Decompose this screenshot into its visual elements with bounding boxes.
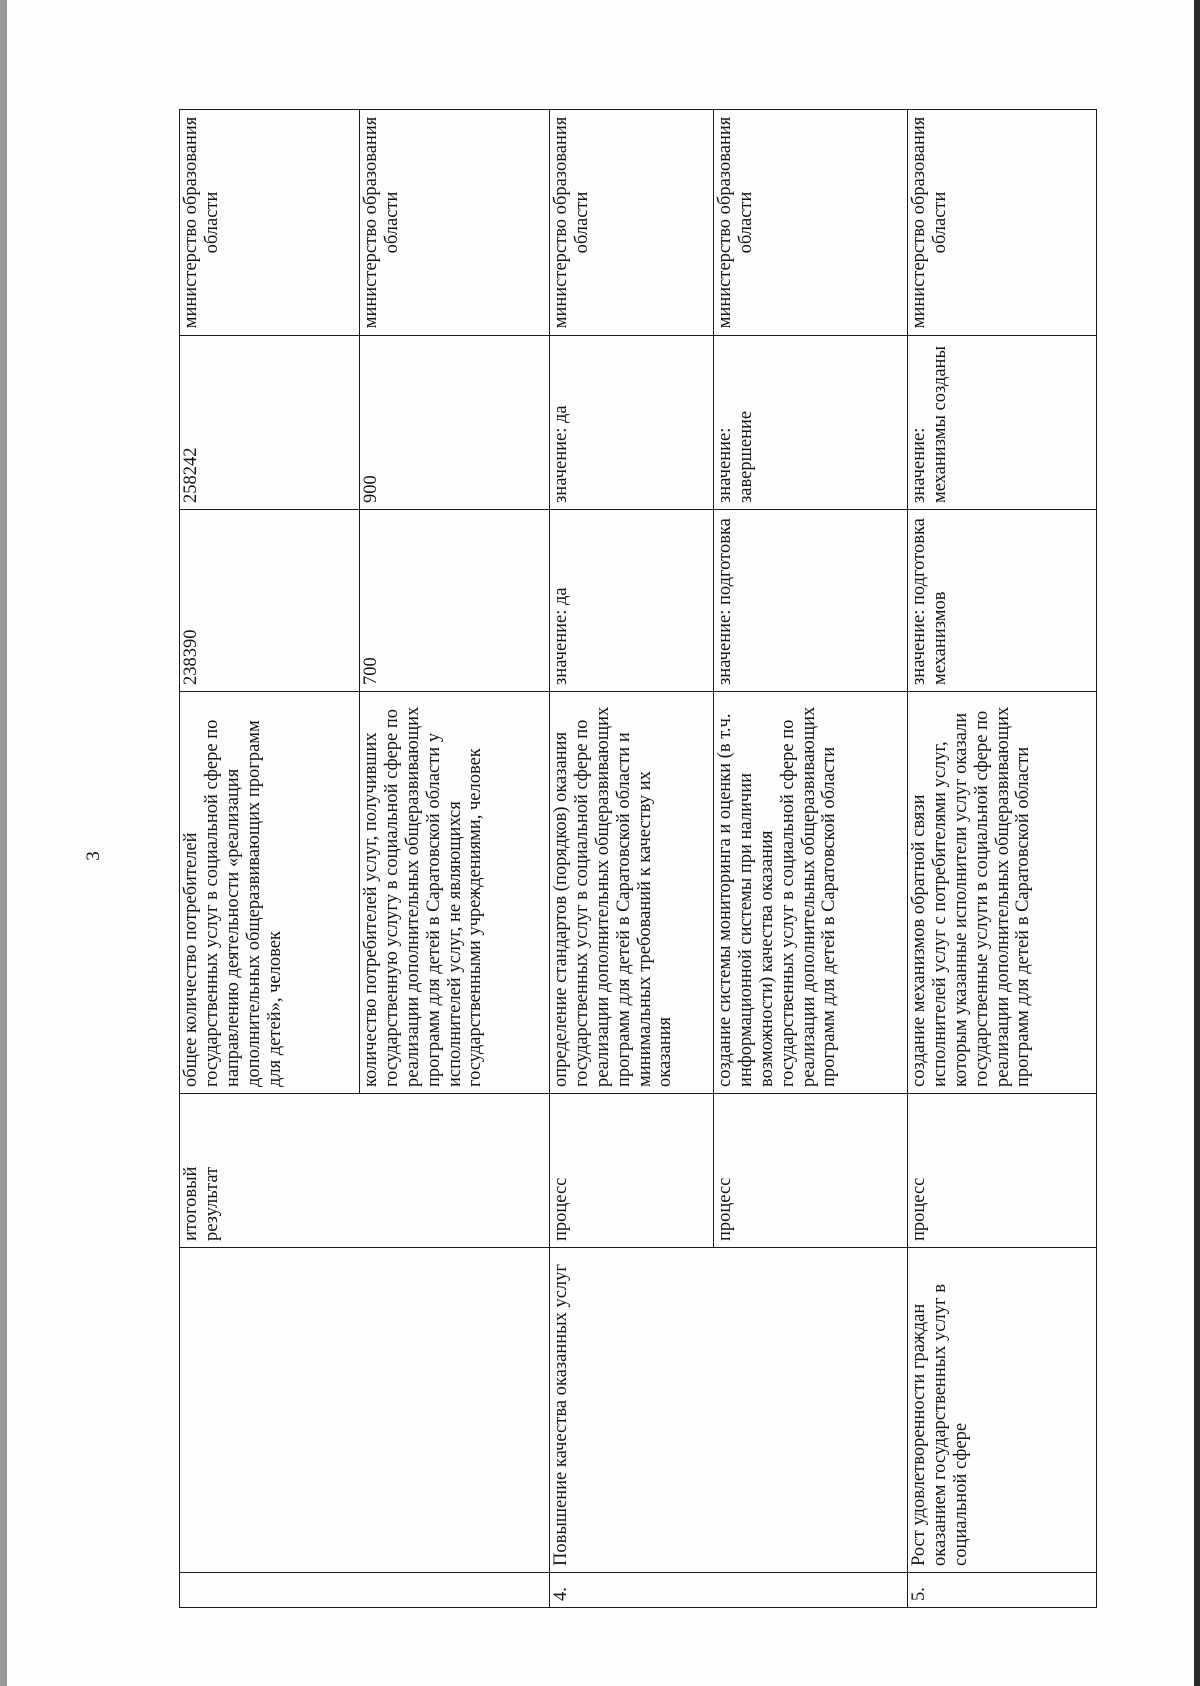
scan-edge-right <box>1194 0 1200 1686</box>
indicator-cell: определение стандартов (порядков) оказания государственных услуг в социальной сфере по реализации дополнительных общеразвивающих программ для детей в Саратовской области и минимальных требований к качеству их оказания <box>550 692 714 1094</box>
responsible-cell: министерство образования области <box>714 110 908 336</box>
page-number-text: 3 <box>83 851 104 861</box>
indicator-cell: количество потребителей услуг, получивших государственную услугу в социальной сфере по реализации дополнительных общеразвивающих программ для детей в Саратовской области у исполнителей услуг, не являющихся государственными учреждениями, человек <box>360 692 550 1094</box>
goal-cell: Повышение качества оказанных услуг <box>550 1248 908 1573</box>
value-2023-cell: значение: подготовка механизмов <box>908 510 1097 692</box>
value-2023-cell: 700 <box>360 510 550 692</box>
indicator-cell: создание механизмов обратной связи исполнителей услуг с потребителями услуг, которым указанные исполнители услуг оказали государственные услуги в социальной сфере по реализации дополнительных общеразвивающих программ для детей в Саратовской области <box>908 692 1097 1094</box>
value-2023-cell: 238390 <box>180 510 360 692</box>
scan-edge-left <box>0 0 7 1686</box>
responsible-cell: министерство образования области <box>908 110 1097 336</box>
results-table <box>179 109 1097 1608</box>
value-2024-cell: 900 <box>360 336 550 510</box>
responsible-cell: министерство образования области <box>360 110 550 336</box>
type-cell: процесс <box>908 1094 1097 1248</box>
value-2024-cell: 258242 <box>180 336 360 510</box>
value-2023-cell: значение: подготовка <box>714 510 908 692</box>
responsible-cell: министерство образования области <box>180 110 360 336</box>
row-number-cell: 5. <box>908 1573 1097 1608</box>
table-row <box>180 110 360 1608</box>
indicator-cell: создание системы мониторинга и оценки (в т.ч. информационной системы при наличии возможности) качества оказания государственных услуг в социальной сфере по реализации дополнительных общеразвивающих программ для детей в Саратовской области <box>714 692 908 1094</box>
value-2023-cell: значение: да <box>550 510 714 692</box>
value-2024-cell: значение: да <box>550 336 714 510</box>
type-cell: процесс <box>714 1094 908 1248</box>
type-cell: итоговый результат <box>180 1094 550 1248</box>
type-cell: процесс <box>550 1094 714 1248</box>
goal-cell: Рост удовлетворенности граждан оказанием государственных услуг в социальной сфере <box>908 1248 1097 1573</box>
responsible-cell: министерство образования области <box>550 110 714 336</box>
row-number-cell <box>180 1573 550 1608</box>
goal-cell <box>180 1248 550 1573</box>
rotated-table-wrapper <box>179 110 1096 1608</box>
indicator-cell: общее количество потребителей государственных услуг в социальной сфере по направлению деятельности «реализация дополнительных общеразвивающих программ для детей», человек <box>180 692 360 1094</box>
row-number-cell: 4. <box>550 1573 908 1608</box>
table-row <box>908 110 1097 1608</box>
value-2024-cell: значение: завершение <box>714 336 908 510</box>
table-row <box>550 110 714 1608</box>
value-2024-cell: значение: механизмы созданы <box>908 336 1097 510</box>
